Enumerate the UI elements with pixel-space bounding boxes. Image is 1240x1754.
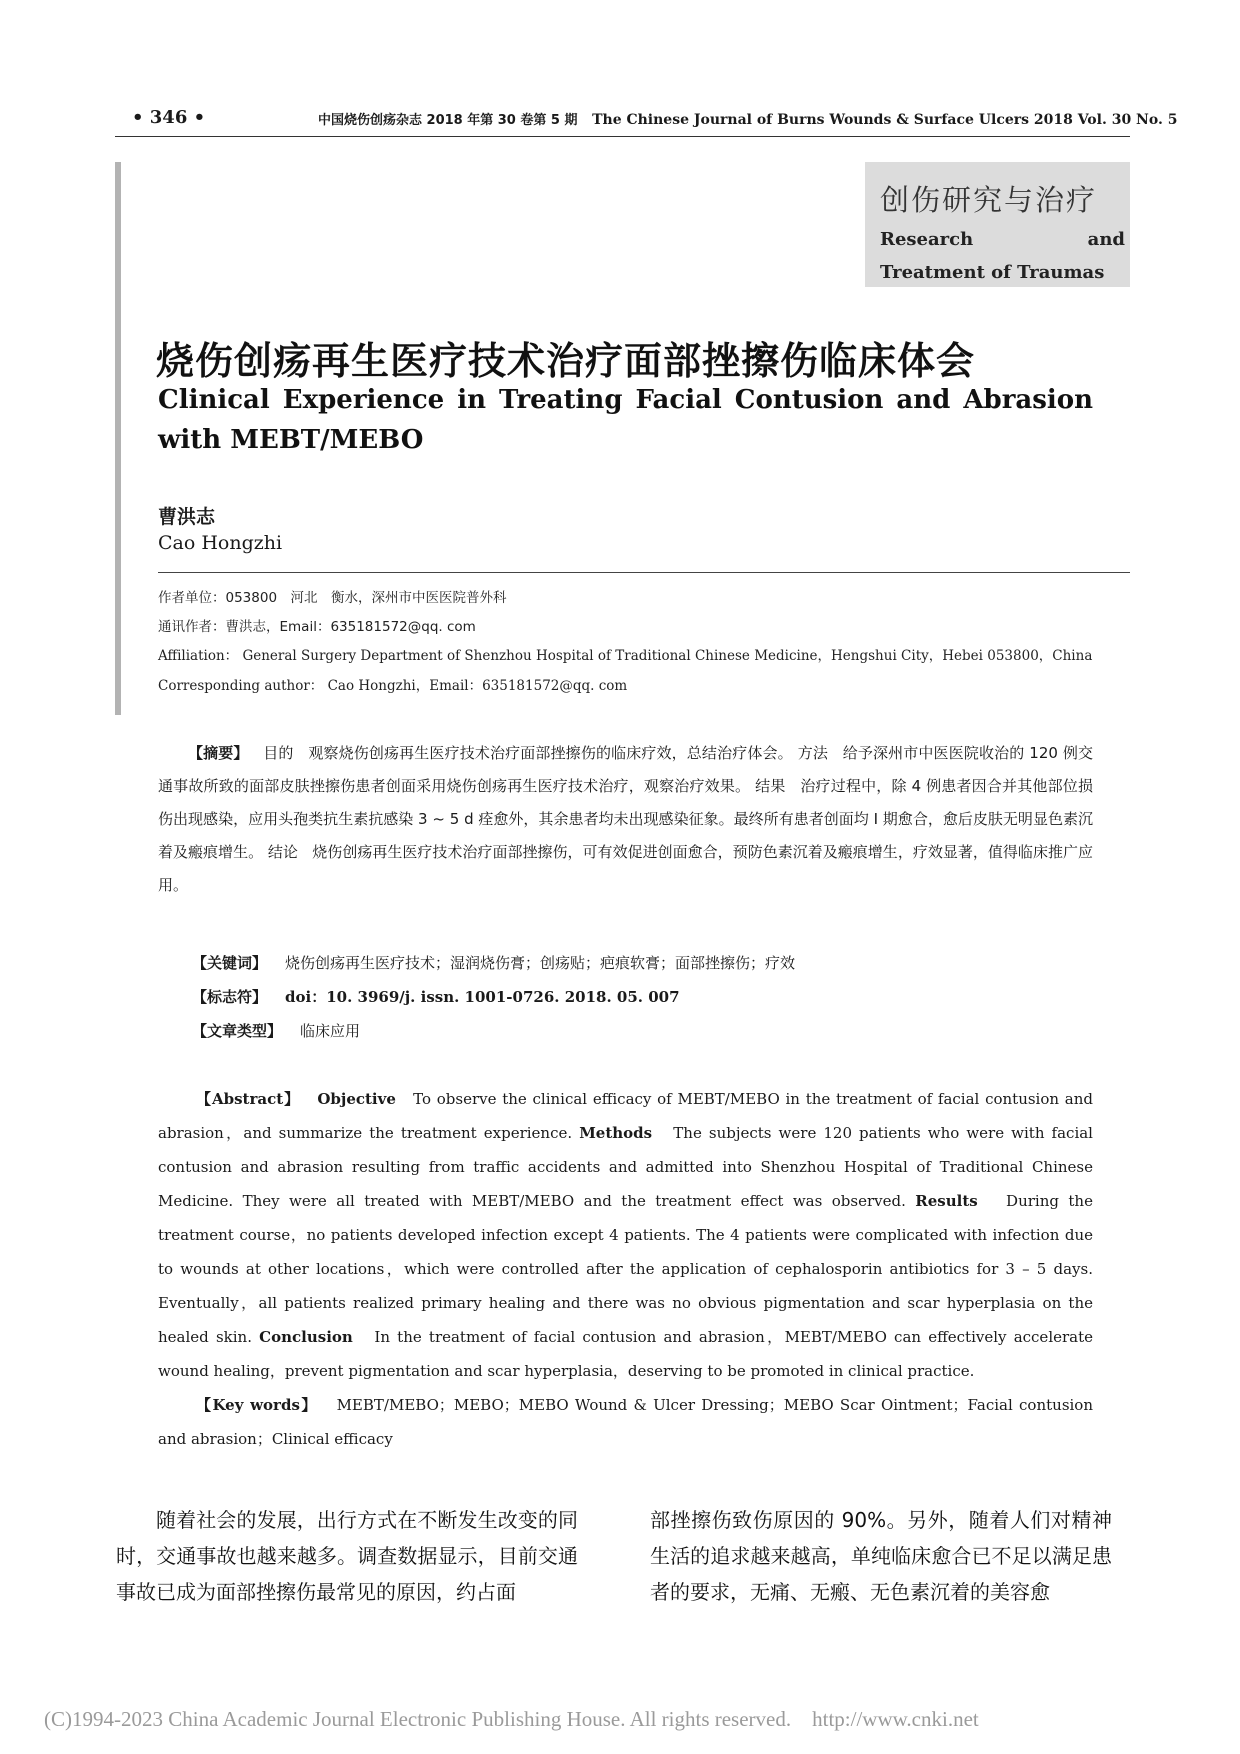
keywords-cn-text: 烧伤创疡再生医疗技术；湿润烧伤膏；创疡贴；疤痕软膏；面部挫擦伤；疗效 [285,954,796,972]
corr-author-text: 曹洪志，Email：635181572@qq. com [225,619,476,635]
affiliation-unit-text: 053800 河北 衡水，深州市中医医院普外科 [225,590,507,606]
methods-label-cn: 方法 [797,744,828,762]
methods-label-en: Methods [579,1124,653,1142]
article-type-text: 临床应用 [300,1022,361,1040]
doi-label: 【标志符】 [192,988,268,1006]
running-head-cn: 中国烧伤创疡杂志 2018 年第 30 卷第 5 期 [318,113,578,128]
author-en: Cao Hongzhi [158,532,283,554]
conclusion-text-cn: 烧伤创疡再生医疗技术治疗面部挫擦伤，可有效促进创面愈合，预防色素沉着及瘢痕增生，疗效显著，值得临床推广应用。 [158,843,1093,894]
doi-text: doi：10. 3969/j. issn. 1001-0726. 2018. 05. 007 [285,988,680,1006]
article-type-line [192,1020,360,1041]
methods-text-cn: 给予深州市中医医院收治的 120 例交通事故所致的面部皮肤挫擦伤患者创面采用烧伤创疡再生医疗技术治疗，观察治疗效果。 [158,744,1093,795]
keywords-en-label: 【Key words】 [196,1396,318,1414]
corresponding-author-cn [158,615,476,635]
results-text-en: During the treatment course，no patients developed infection except 4 patients. The 4 patients were complicated with infection due to wounds at other locations，which were controlled after the application of cephalosporin antibiotics for 3 – 5 days. Eventually，all patients realized primary healing and there was no obvious pigmentation and scar hyperplasia on the healed skin. [158,1192,1093,1346]
affiliation-unit [158,586,507,606]
body-text-left-column: 随着社会的发展，出行方式在不断发生改变的同时，交通事故也越来越多。调查数据显示，目前交通事故已成为面部挫擦伤最常见的原因，约占面 [116,1508,578,1604]
affiliation-en-label: Affiliation： [158,648,239,664]
conclusion-label-en: Conclusion [259,1328,353,1346]
keywords-cn-label: 【关键词】 [192,954,268,972]
affiliation-en-text: General Surgery Department of Shenzhou Hospital of Traditional Chinese Medicine，Hengshui City，Hebei 053800，China [242,648,1093,664]
running-head [318,109,1177,128]
page-number: • 346 • [132,107,206,128]
methods-text-en: The subjects were 120 patients who were with facial contusion and abrasion resulting from traffic accidents and admitted into Shenzhou Hospital of Traditional Chinese Medicine. They were all treated with MEBT/MEBO and the treatment effect was observed. [158,1124,1093,1210]
objective-label-en: Objective [317,1090,396,1108]
column-label-en: Research and Treatment of Traumas [880,229,1125,283]
title-cn: 烧伤创疡再生医疗技术治疗面部挫擦伤临床体会 [156,339,976,383]
keywords-en [158,1388,1093,1456]
corr-author-label: 通讯作者： [158,619,226,635]
abstract-cn [158,737,1093,902]
column-label-cn: 创伤研究与治疗 [880,183,1098,217]
results-text-cn: 治疗过程中，除 4 例患者因合并其他部位损伤出现感染，应用头孢类抗生素抗感染 3 ~ 5 d 痊愈外，其余患者均未出现感染征象。最终所有患者创面均 Ⅰ 期愈合，愈后皮肤无明显色素沉着及瘢痕增生。 [158,777,1093,861]
affiliation-en [158,644,1092,664]
corresponding-author-en [158,674,627,694]
abstract-en-label: 【Abstract】 [196,1090,301,1108]
corr-author-en-text: Cao Hongzhi，Email：635181572@qq. com [327,678,628,694]
doi-line [192,986,680,1007]
abstract-cn-label: 【摘要】 [188,744,249,762]
article-type-label: 【文章类型】 [192,1022,283,1040]
objective-label-cn: 目的 [263,744,294,762]
keywords-cn [192,952,795,973]
author-rule [158,572,1130,573]
keywords-en-text: MEBT/MEBO；MEBO；MEBO Wound & Ulcer Dressing；MEBO Scar Ointment；Facial contusion and abrasion；Clinical efficacy [158,1396,1094,1448]
abstract-en [158,1082,1093,1388]
conclusion-text-en: In the treatment of facial contusion and abrasion，MEBT/MEBO can effectively accelerate wound healing，prevent pigmentation and scar hyperplasia，deserving to be promoted in clinical practice. [158,1328,1094,1380]
affiliation-unit-label: 作者单位： [158,590,226,606]
copyright-footer: (C)1994-2023 China Academic Journal Electronic Publishing House. All rights reserved. http://www.cnki.net [44,1707,979,1731]
results-label-cn: 结果 [755,777,786,795]
header-rule [115,136,1130,137]
author-cn: 曹洪志 [158,506,216,528]
corr-author-en-label: Corresponding author： [158,678,324,694]
results-label-en: Results [915,1192,978,1210]
objective-text-cn: 观察烧伤创疡再生医疗技术治疗面部挫擦伤的临床疗效，总结治疗体会。 [308,744,793,762]
objective-text-en: To observe the clinical efficacy of MEBT/MEBO in the treatment of facial contusion and abrasion，and summarize the treatment experience. [158,1090,1093,1142]
left-accent-bar [115,162,121,715]
body-text-right-column: 部挫擦伤致伤原因的 90%。另外，随着人们对精神生活的追求越来越高，单纯临床愈合已不足以满足患者的要求，无痛、无瘢、无色素沉着的美容愈 [650,1508,1112,1604]
running-head-en: The Chinese Journal of Burns Wounds & Surface Ulcers 2018 Vol. 30 No. 5 [592,112,1178,128]
title-en: Clinical Experience in Treating Facial Contusion and Abrasion with MEBT/MEBO [158,385,1093,455]
conclusion-label-cn: 结论 [267,843,298,861]
